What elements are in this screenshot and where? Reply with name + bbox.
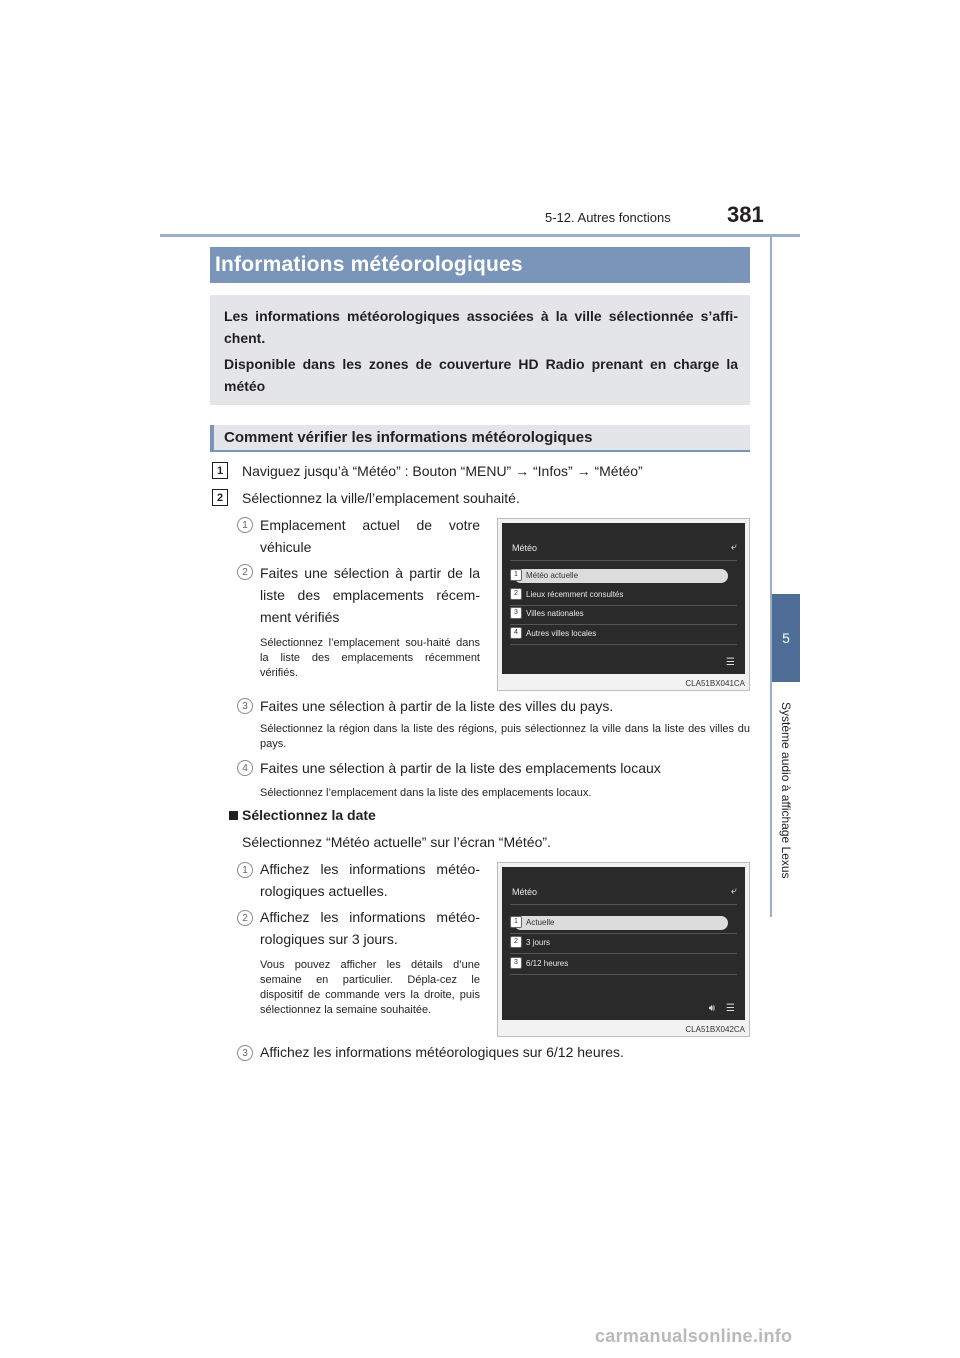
option-2-note: Sélectionnez l’emplacement sou-haité dans la liste des emplacements récemment vérifiés. [260,637,480,679]
chapter-tab [772,594,800,682]
screen-separator [510,560,737,561]
step-number-1: 1 [212,462,228,479]
screen-separator [510,904,737,905]
screen-item-number: 2 [510,936,522,948]
option-4-note: Sélectionnez l’emplacement dans la liste des emplacements locaux. [260,787,592,799]
bullet-square-icon [229,811,238,820]
screen-item-label: 6/12 heures [526,959,569,968]
list-icon[interactable]: ☰ [726,1003,735,1014]
option-4-text: Faites une sélection à partir de la liste des emplacements locaux [260,760,661,776]
chapter-title-text: Système audio à affichage Lexus [779,701,793,879]
date-instruction: Sélectionnez “Météo actuelle” sur l’écran “Météo”. [242,834,551,850]
section-header: 5-12. Autres fonctions [545,210,671,225]
back-arrow-icon[interactable]: ⤶ [730,885,737,897]
chapter-title [772,690,800,890]
step-2-text: Sélectionnez la ville/l’emplacement souhaité. [242,490,520,506]
step-number-2: 2 [212,489,228,506]
sound-icon[interactable]: 🔊︎ [708,1003,715,1014]
step-1-text: Naviguez jusqu’à “Météo” : Bouton “MENU” → “Infos” → “Météo” [242,463,643,479]
option-2-text: Faites une sélection à partir de la liste des emplacements récem-ment vérifiés [260,565,480,625]
screen-item-autres-villes[interactable] [514,627,728,641]
option-3-note: Sélectionnez la région dans la liste des régions, puis sélectionnez la ville dans la liste des villes du pays. [260,723,750,750]
date-option-1-text: Affichez les informations météo-rologiques actuelles. [260,861,480,899]
date-option-1-number: 1 [237,862,253,878]
screen-item-label: Actuelle [526,918,555,927]
date-option-3-number: 3 [237,1045,253,1061]
date-option-2-number: 2 [237,910,253,926]
screen-item-number: 1 [510,569,522,581]
screen-title: Météo [512,887,538,897]
back-arrow-icon[interactable]: ⤶ [730,541,737,553]
intro-box [210,295,750,405]
screen-item-label: Villes nationales [526,609,584,618]
screen-item-number: 3 [510,957,522,969]
option-3-number: 3 [237,698,253,714]
screen-item-actuelle[interactable] [514,916,728,930]
screen-meteo-menu [497,518,750,691]
date-option-2-note: Vous pouvez afficher les détails d’une semaine en particulier. Dépla-cez le dispositif de commande vers la droite, puis sélectionnez la semaine souhaitée. [260,959,480,1016]
screen-item-number: 1 [510,916,522,928]
screen-item-6-12-heures[interactable] [514,957,728,971]
screen-date-select-display [502,867,745,1020]
date-heading: Sélectionnez la date [242,807,376,823]
intro-line-2: Disponible dans les zones de couverture HD Radio prenant en charge la météo [224,356,738,394]
screen-item-number: 2 [510,588,522,600]
screen-separator [510,644,737,645]
screen-item-number: 3 [510,607,522,619]
screen-item-label: Lieux récemment consultés [526,590,624,599]
option-2-number: 2 [237,564,253,580]
screen-item-label: Autres villes locales [526,629,597,638]
header-rule [160,234,800,237]
screen-separator [510,624,737,625]
screen-item-number: 4 [510,627,522,639]
option-3-text: Faites une sélection à partir de la liste des villes du pays. [260,698,614,714]
screen-separator [510,974,737,975]
screen-item-3-jours[interactable] [514,936,728,950]
screen-date-select [497,862,750,1037]
screen-title: Météo [512,543,538,553]
screen-item-label: 3 jours [526,938,551,947]
date-option-3-text: Affichez les informations météorologiques sur 6/12 heures. [260,1044,624,1060]
screen-caption: CLA51BX041CA [685,679,745,688]
screen-item-label: Météo actuelle [526,571,579,580]
chapter-number: 5 [782,630,790,646]
option-4-number: 4 [237,760,253,776]
screen-separator [510,605,737,606]
screen-item-meteo-actuelle[interactable] [514,569,728,583]
option-1-text: Emplacement actuel de votre véhicule [260,517,480,555]
screen-separator [510,933,737,934]
page-number: 381 [727,202,764,227]
intro-line-1: Les informations météorologiques associées à la ville sélectionnée s’affi-chent. [224,308,738,346]
screen-item-villes-nationales[interactable] [514,607,728,621]
screen-item-lieux-recents[interactable] [514,588,728,602]
watermark: carmanualsonline.info [595,1326,793,1346]
option-1-number: 1 [237,517,253,533]
screen-separator [510,953,737,954]
list-icon[interactable]: ☰ [726,657,735,668]
date-option-2-text: Affichez les informations météo-rologiques sur 3 jours. [260,909,480,947]
page-title: Informations météorologiques [210,247,750,283]
subheading: Comment vérifier les informations météorologiques [210,425,750,452]
screen-meteo-menu-display [502,523,745,674]
screen-caption: CLA51BX042CA [685,1025,745,1034]
